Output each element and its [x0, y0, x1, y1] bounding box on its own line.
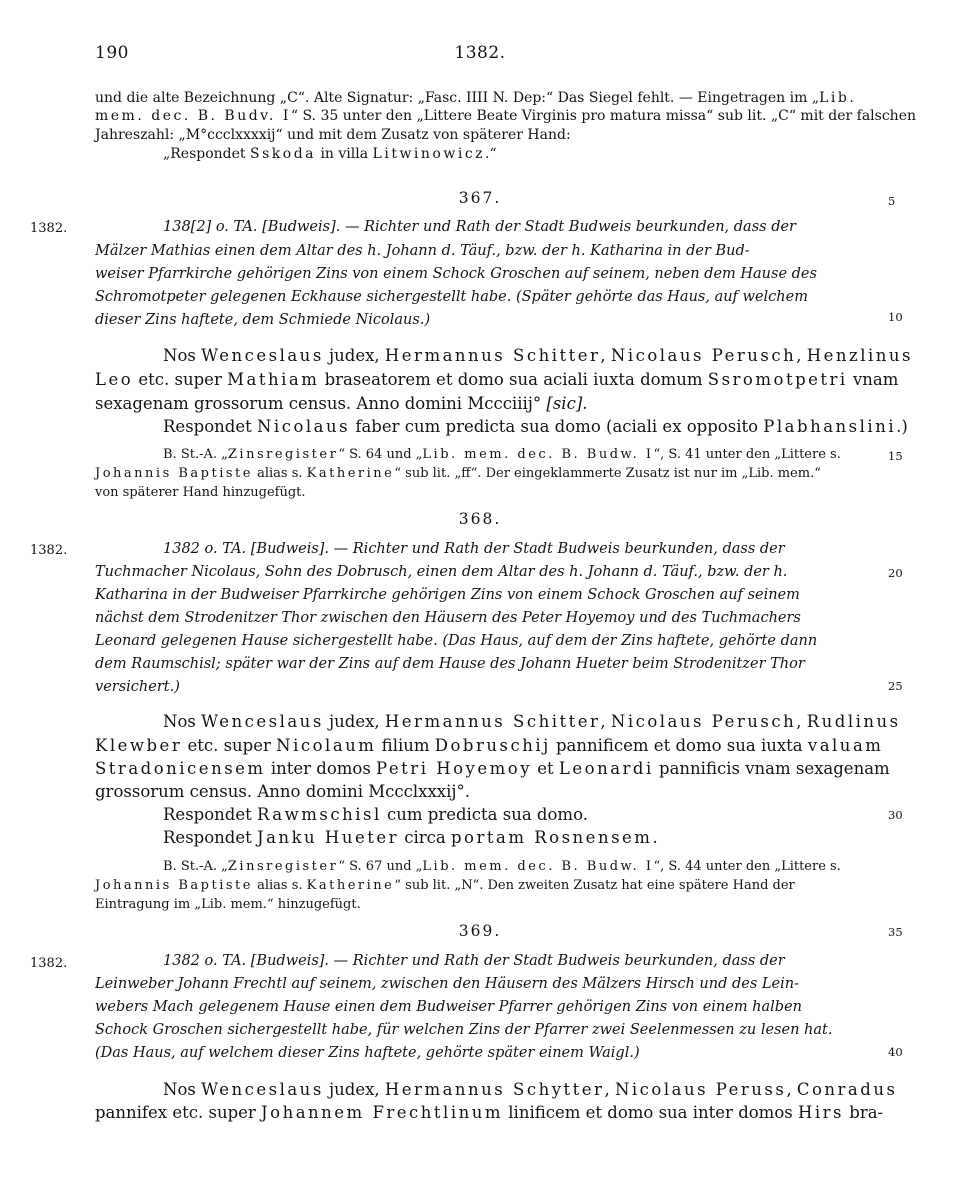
- entry-367-text-4: Respondet Nicolaus faber cum predicta sua domo (aciali ex opposito Plabhanslini.): [163, 417, 908, 436]
- entry-367-note-1: B. St.-A. „Zinsregister“ S. 64 und „Lib. mem. dec. B. Budw. I“, S. 41 unter den „Littere s.: [163, 447, 841, 462]
- entry-369-heading-1: 1382 o. TA. [Budweis]. — Richter und Rath der Stadt Budweis beurkunden, dass der: [163, 953, 785, 969]
- entry-367-heading-4: Schromotpeter gelegenen Eckhause sichergestellt habe. (Später gehörte das Haus, auf welchem: [95, 289, 808, 305]
- entry-368-text-6: Respondet Janku Hueter circa portam Rosnensem.: [163, 828, 658, 847]
- entry-368-heading-4: nächst dem Strodenitzer Thor zwischen den Häusern des Peter Hoyemoy und des Tuchmachers: [95, 610, 801, 626]
- entry-368-number: 368.: [458, 510, 502, 528]
- entry-369-heading-3: webers Mach gelegenem Hause einen dem Budweiser Pfarrer gehörigen Zins von einem halben: [95, 999, 803, 1015]
- entry-368-heading-1: 1382 o. TA. [Budweis]. — Richter und Rath der Stadt Budweis beurkunden, dass der: [163, 541, 785, 557]
- entry-367-note-3: von späterer Hand hinzugefügt.: [95, 485, 306, 500]
- entry-368-note-3: Eintragung im „Lib. mem.“ hinzugefügt.: [95, 897, 361, 912]
- line-number-30: 30: [888, 808, 903, 822]
- intro-line-2: mem. dec. B. Budv. I“ S. 35 unter den „Littere Beate Virginis pro matura missa“ sub lit. „C“ mit der falschen: [95, 108, 916, 124]
- line-number-35: 35: [888, 925, 903, 939]
- entry-368-text-3: Stradonicensem inter domos Petri Hoyemoy et Leonardi pannificis vnam sexagenam: [95, 759, 890, 778]
- entry-367-text-3: sexagenam grossorum census. Anno domini Mccciiij° [sic].: [95, 394, 588, 413]
- entry-368-note-1: B. St.-A. „Zinsregister“ S. 67 und „Lib. mem. dec. B. Budw. I“, S. 44 unter den „Littere s.: [163, 859, 841, 874]
- entry-369-text-1: Nos Wenceslaus judex, Hermannus Schytter, Nicolaus Peruss, Conradus: [163, 1080, 898, 1099]
- line-number-10: 10: [888, 310, 903, 324]
- line-number-5: 5: [888, 194, 896, 208]
- entry-369-heading-4: Schock Groschen sichergestellt habe, für welchen Zins der Pfarrer zwei Seelenmessen zu lesen hat.: [95, 1022, 833, 1038]
- entry-368-margin-year: 1382.: [30, 543, 68, 558]
- entry-368-text-1: Nos Wenceslaus judex, Hermannus Schitter, Nicolaus Perusch, Rudlinus: [163, 712, 901, 731]
- entry-367-heading-2: Mälzer Mathias einen dem Altar des h. Johann d. Täuf., bzw. der h. Katharina in der Bud-: [95, 243, 750, 259]
- entry-367-number: 367.: [458, 189, 502, 207]
- entry-367-heading-5: dieser Zins haftete, dem Schmiede Nicolaus.): [95, 312, 431, 328]
- intro-line-1: und die alte Bezeichnung „C“. Alte Signatur: „Fasc. IIII N. Dep:“ Das Siegel fehlt. — Eingetragen im „Lib.: [95, 90, 857, 106]
- entry-369-margin-year: 1382.: [30, 956, 68, 971]
- page-number: 190: [95, 43, 129, 63]
- entry-367-text-2: Leo etc. super Mathiam braseatorem et domo sua aciali iuxta domum Ssromotpetri vnam: [95, 370, 899, 389]
- entry-368-text-4: grossorum census. Anno domini Mccclxxxij°.: [95, 782, 470, 801]
- entry-367-heading-3: weiser Pfarrkirche gehörigen Zins von einem Schock Groschen auf seinem, neben dem Hause des: [95, 266, 817, 282]
- line-number-40: 40: [888, 1045, 903, 1059]
- entry-368-heading-5: Leonard gelegenen Hause sichergestellt habe. (Das Haus, auf dem der Zins haftete, gehörte dann: [95, 633, 818, 649]
- entry-368-heading-2: Tuchmacher Nicolaus, Sohn des Dobrusch, einen dem Altar des h. Johann d. Täuf., bzw. der h.: [95, 564, 788, 580]
- entry-368-heading-7: versichert.): [95, 679, 180, 695]
- entry-368-text-2: Klewber etc. super Nicolaum filium Dobruschij pannificem et domo sua iuxta valuam: [95, 736, 884, 755]
- entry-367-margin-year: 1382.: [30, 221, 68, 236]
- entry-367-heading-1: 138[2] o. TA. [Budweis]. — Richter und Rath der Stadt Budweis beurkunden, dass der: [163, 219, 796, 235]
- entry-367-note-2: Johannis Baptiste alias s. Katherine“ sub lit. „ff“. Der eingeklammerte Zusatz ist nur im „Lib. mem.“: [95, 466, 821, 481]
- intro-line-3: Jahreszahl: „M°ccclxxxxij“ und mit dem Zusatz von späterer Hand:: [95, 127, 571, 143]
- entry-368-note-2: Johannis Baptiste alias s. Katherine“ sub lit. „N“. Den zweiten Zusatz hat eine spätere Hand der: [95, 878, 795, 893]
- line-number-25: 25: [888, 679, 903, 693]
- page-year-header: 1382.: [454, 43, 506, 63]
- entry-367-text-1: Nos Wenceslaus judex, Hermannus Schitter, Nicolaus Perusch, Henzlinus: [163, 346, 913, 365]
- intro-line-4: „Respondet Sskoda in villa Litwinowicz.“: [163, 146, 497, 162]
- entry-369-text-2: pannifex etc. super Johannem Frechtlinum linificem et domo sua inter domos Hirs bra-: [95, 1103, 884, 1122]
- line-number-20: 20: [888, 566, 903, 580]
- line-number-15: 15: [888, 449, 903, 463]
- entry-368-heading-6: dem Raumschisl; später war der Zins auf dem Hause des Johann Hueter beim Strodenitzer Thor: [95, 656, 805, 672]
- entry-369-heading-2: Leinweber Johann Frechtl auf seinem, zwischen den Häusern des Mälzers Hirsch und des Lein-: [95, 976, 800, 992]
- entry-368-text-5: Respondet Rawmschisl cum predicta sua domo.: [163, 805, 588, 824]
- entry-368-heading-3: Katharina in der Budweiser Pfarrkirche gehörigen Zins von einem Schock Groschen auf seinem: [95, 587, 800, 603]
- entry-369-number: 369.: [458, 922, 502, 940]
- entry-369-heading-5: (Das Haus, auf welchem dieser Zins haftete, gehörte später einem Waigl.): [95, 1045, 640, 1061]
